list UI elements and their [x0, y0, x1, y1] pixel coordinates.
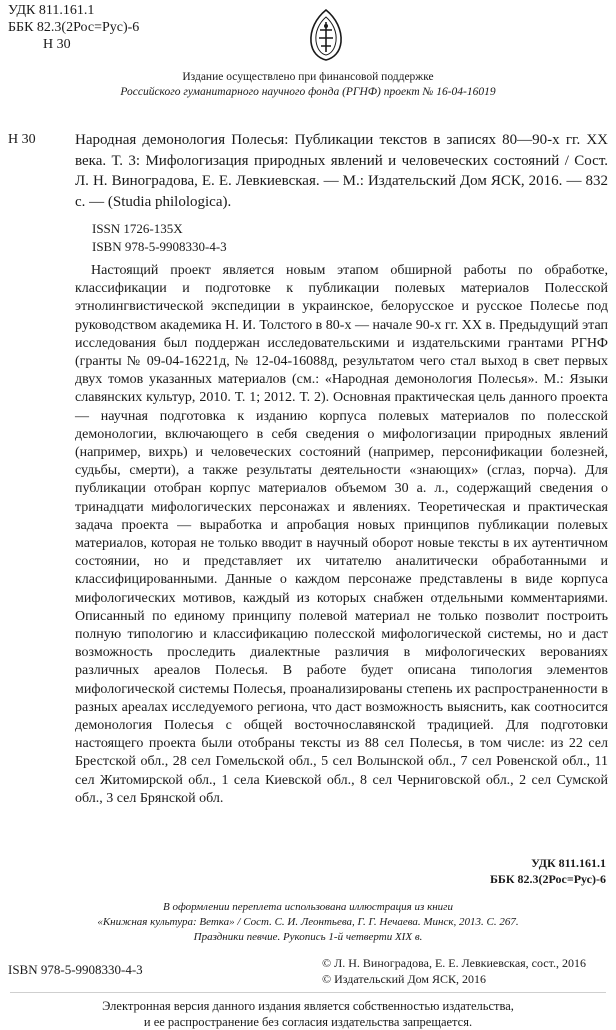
- copyright-compilers: © Л. Н. Виноградова, Е. Е. Левкиевская, сост., 2016: [322, 956, 586, 970]
- publisher-emblem-icon: [308, 8, 344, 62]
- classification-codes-bottom: [490, 855, 606, 887]
- bibliographic-entry: [75, 130, 608, 212]
- entry-index: Н 30: [8, 132, 36, 147]
- udk-code-bottom: УДК 811.161.1: [531, 856, 606, 870]
- bbk-code-bottom: ББК 82.3(2Рос=Рус)-6: [489, 872, 606, 886]
- illustration-line-3: Праздники певчие. Рукопись 1-й четверти XIX в.: [193, 931, 423, 943]
- notice-line-1: Электронная версия данного издания является собственностью издательства,: [102, 999, 514, 1013]
- illustration-line-1: В оформлении переплета использована иллюстрация из книги: [163, 901, 453, 913]
- cover-illustration-note: [0, 900, 616, 945]
- copyright-publisher: © Издательский Дом ЯСК, 2016: [322, 972, 487, 986]
- bibliographic-description: Народная демонология Полесья: Публикации текстов в записях 80—90-х гг. XX века. Т. 3: Мифологизация природных явлений и человеческих состояний / Сост. Л. Н. Виноградова, Е. Е. Левкиевская. — М.: Издательский Дом ЯСК, 2016. — 832 с. — (Studia philologica).: [75, 132, 608, 210]
- classification-codes: [8, 2, 139, 53]
- identifiers: [92, 220, 227, 256]
- divider: [10, 992, 606, 993]
- copyright-block: [322, 955, 586, 987]
- issn: ISSN 1726-135X: [92, 221, 183, 236]
- annotation-paragraph: Настоящий проект является новым этапом обширной работы по обработке, классификации и подготовке к публикации полевых материалов Полесской этнолингвистической экспедиции в украинское, белорусское и русское Полесье под руководством академика Н. И. Толстого в 80-х — начале 90-х гг. XX в. Предыдущий этап исследования был поддержан исследовательскими и издательскими грантами РГНФ (гранты № 09-04-16221д, № 12-04-16088д, результатом чего стал выход в свет первых двух томов указанных материалов (см.: «Народная демонология Полесья». М.: Языки славянских культур, 2010. Т. 1; 2012. Т. 2). Основная практическая цель данного проекта — научная подготовка к изданию корпуса полевых материалов по полесской демонологии, включающего в себя сведения о мифологизации природных явлений (например, вихрь) и человеческих состояний (например, персонификации болезней, судьбы, смерти), а также результаты деятельности «знающих» (сглаз, порча). Для публикации отобран корпус материалов объемом 30 а. л., содержащий сведения о тринадцати мифологических персонажах и явлениях. Теоретическая и практическая задача проекта — выработка и апробация новых принципов публикации полевых материалов, которая не только вводит в научный оборот новые тексты в их аутентичном состоянии, но и представляет их читателю аналитически обработанными и классифицированными. Данные о каждом персонаже представлены в виде корпуса мифологических мотивов, каждый из которых снабжен отдельными комментариями. Описанный по единому принципу полевой материал не только позволит построить полную типологию и классификацию полесской мифологической системы, но и даст возможность проследить диалектные различия в мифологических верованиях различных ареалов Полесья. В работе будет описана типология элементов мифологической системы Полесья, проанализированы степень их распространенности в разных ареалах исследуемого региона, что даст возможность выяснить, как соотносится демонология Полесья с общей восточнославянской традицией. Для подготовки настоящего проекта были отобраны тексты из 88 сел Полесья, в том числе: из 22 сел Брестской обл., 28 сел Гомельской обл., 5 сел Волынской обл., 7 сел Ровенской обл., 11 сел Житомирской обл., 1 села Киевской обл., 8 сел Черниговской обл., 2 сел Сумской обл., 3 сел Брянской обл.: [75, 263, 608, 806]
- author-index: Н 30: [43, 37, 71, 52]
- funding-line-1: Издание осуществлено при финансовой поддержке: [182, 71, 434, 83]
- funding-line-2: Российского гуманитарного научного фонда (РГНФ) проект № 16-04-16019: [120, 86, 496, 98]
- isbn-footer: ISBN 978-5-9908330-4-3: [8, 962, 143, 977]
- illustration-line-2: «Книжная культура: Ветка» / Сост. С. И. Леонтьева, Г. Г. Нечаева. Минск, 2013. С. 267.: [97, 916, 519, 928]
- notice-line-2: и ее распространение без согласия издательства запрещается.: [143, 1015, 473, 1029]
- funding-note: [0, 70, 616, 100]
- udk-code: УДК 811.161.1: [8, 3, 95, 18]
- isbn: ISBN 978-5-9908330-4-3: [92, 239, 227, 254]
- bbk-code: ББК 82.3(2Рос=Рус)-6: [8, 20, 140, 35]
- electronic-version-notice: [0, 998, 616, 1030]
